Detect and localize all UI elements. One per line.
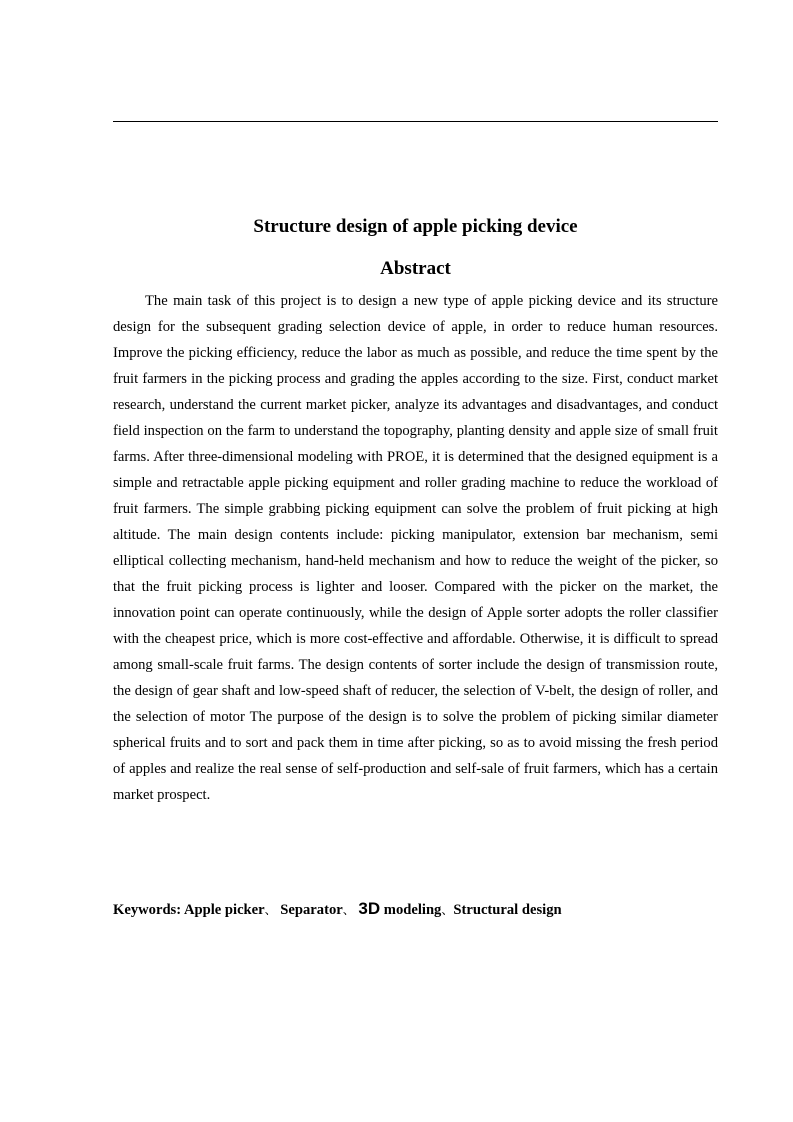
keyword-separator: 、 bbox=[342, 903, 355, 917]
keywords-line bbox=[113, 896, 718, 923]
keyword-3d: 3D bbox=[358, 899, 381, 918]
keyword-structural-design: Structural design bbox=[453, 902, 562, 918]
paper-title: Structure design of apple picking device bbox=[253, 216, 578, 237]
abstract-body: The main task of this project is to design a new type of apple picking device and its structure design for the subsequent grading selection device of apple, in order to reduce human resources. Improve the picking efficiency, reduce the labor as much as possible, and reduce the time spent by the fruit farmers in the picking process and grading the apples according to the size. First, conduct market research, understand the current market picker, analyze its advantages and disadvantages, and conduct field inspection on the farm to understand the topography, planting density and apple size of small fruit farms. After three-dimensional modeling with PROE, it is determined that the designed equipment is a simple and retractable apple picking equipment and roller grading machine to reduce the workload of fruit farmers. The simple grabbing picking equipment can solve the problem of fruit picking at high altitude. The main design contents include: picking manipulator, extension bar mechanism, semi elliptical collecting mechanism, hand-held mechanism and how to reduce the weight of the picker, so that the fruit picking process is lighter and looser. Compared with the picker on the market, the innovation point can operate continuously, while the design of Apple sorter adopts the roller classifier with the cheapest price, which is more cost-effective and affordable. Otherwise, it is difficult to spread among small-scale fruit farms. The design contents of sorter include the design of transmission route, the design of gear shaft and low-speed shaft of reducer, the selection of V-belt, the design of roller, and the selection of motor The purpose of the design is to solve the problem of picking similar diameter spherical fruits and to sort and pack them in time after picking, so as to avoid missing the fresh period of apples and realize the real sense of self-production and self-sale of fruit farmers, which has a certain market prospect. bbox=[113, 293, 718, 803]
keyword-apple-picker: Apple picker bbox=[183, 902, 265, 918]
abstract-heading: Abstract bbox=[380, 258, 451, 279]
keyword-modeling: modeling bbox=[383, 902, 442, 918]
keyword-separator-term: Separator bbox=[280, 902, 343, 918]
keyword-separator: 、 bbox=[441, 903, 454, 917]
keyword-separator: 、 bbox=[264, 903, 277, 917]
keywords-label: Keywords: bbox=[113, 902, 182, 918]
header-rule bbox=[113, 121, 718, 122]
